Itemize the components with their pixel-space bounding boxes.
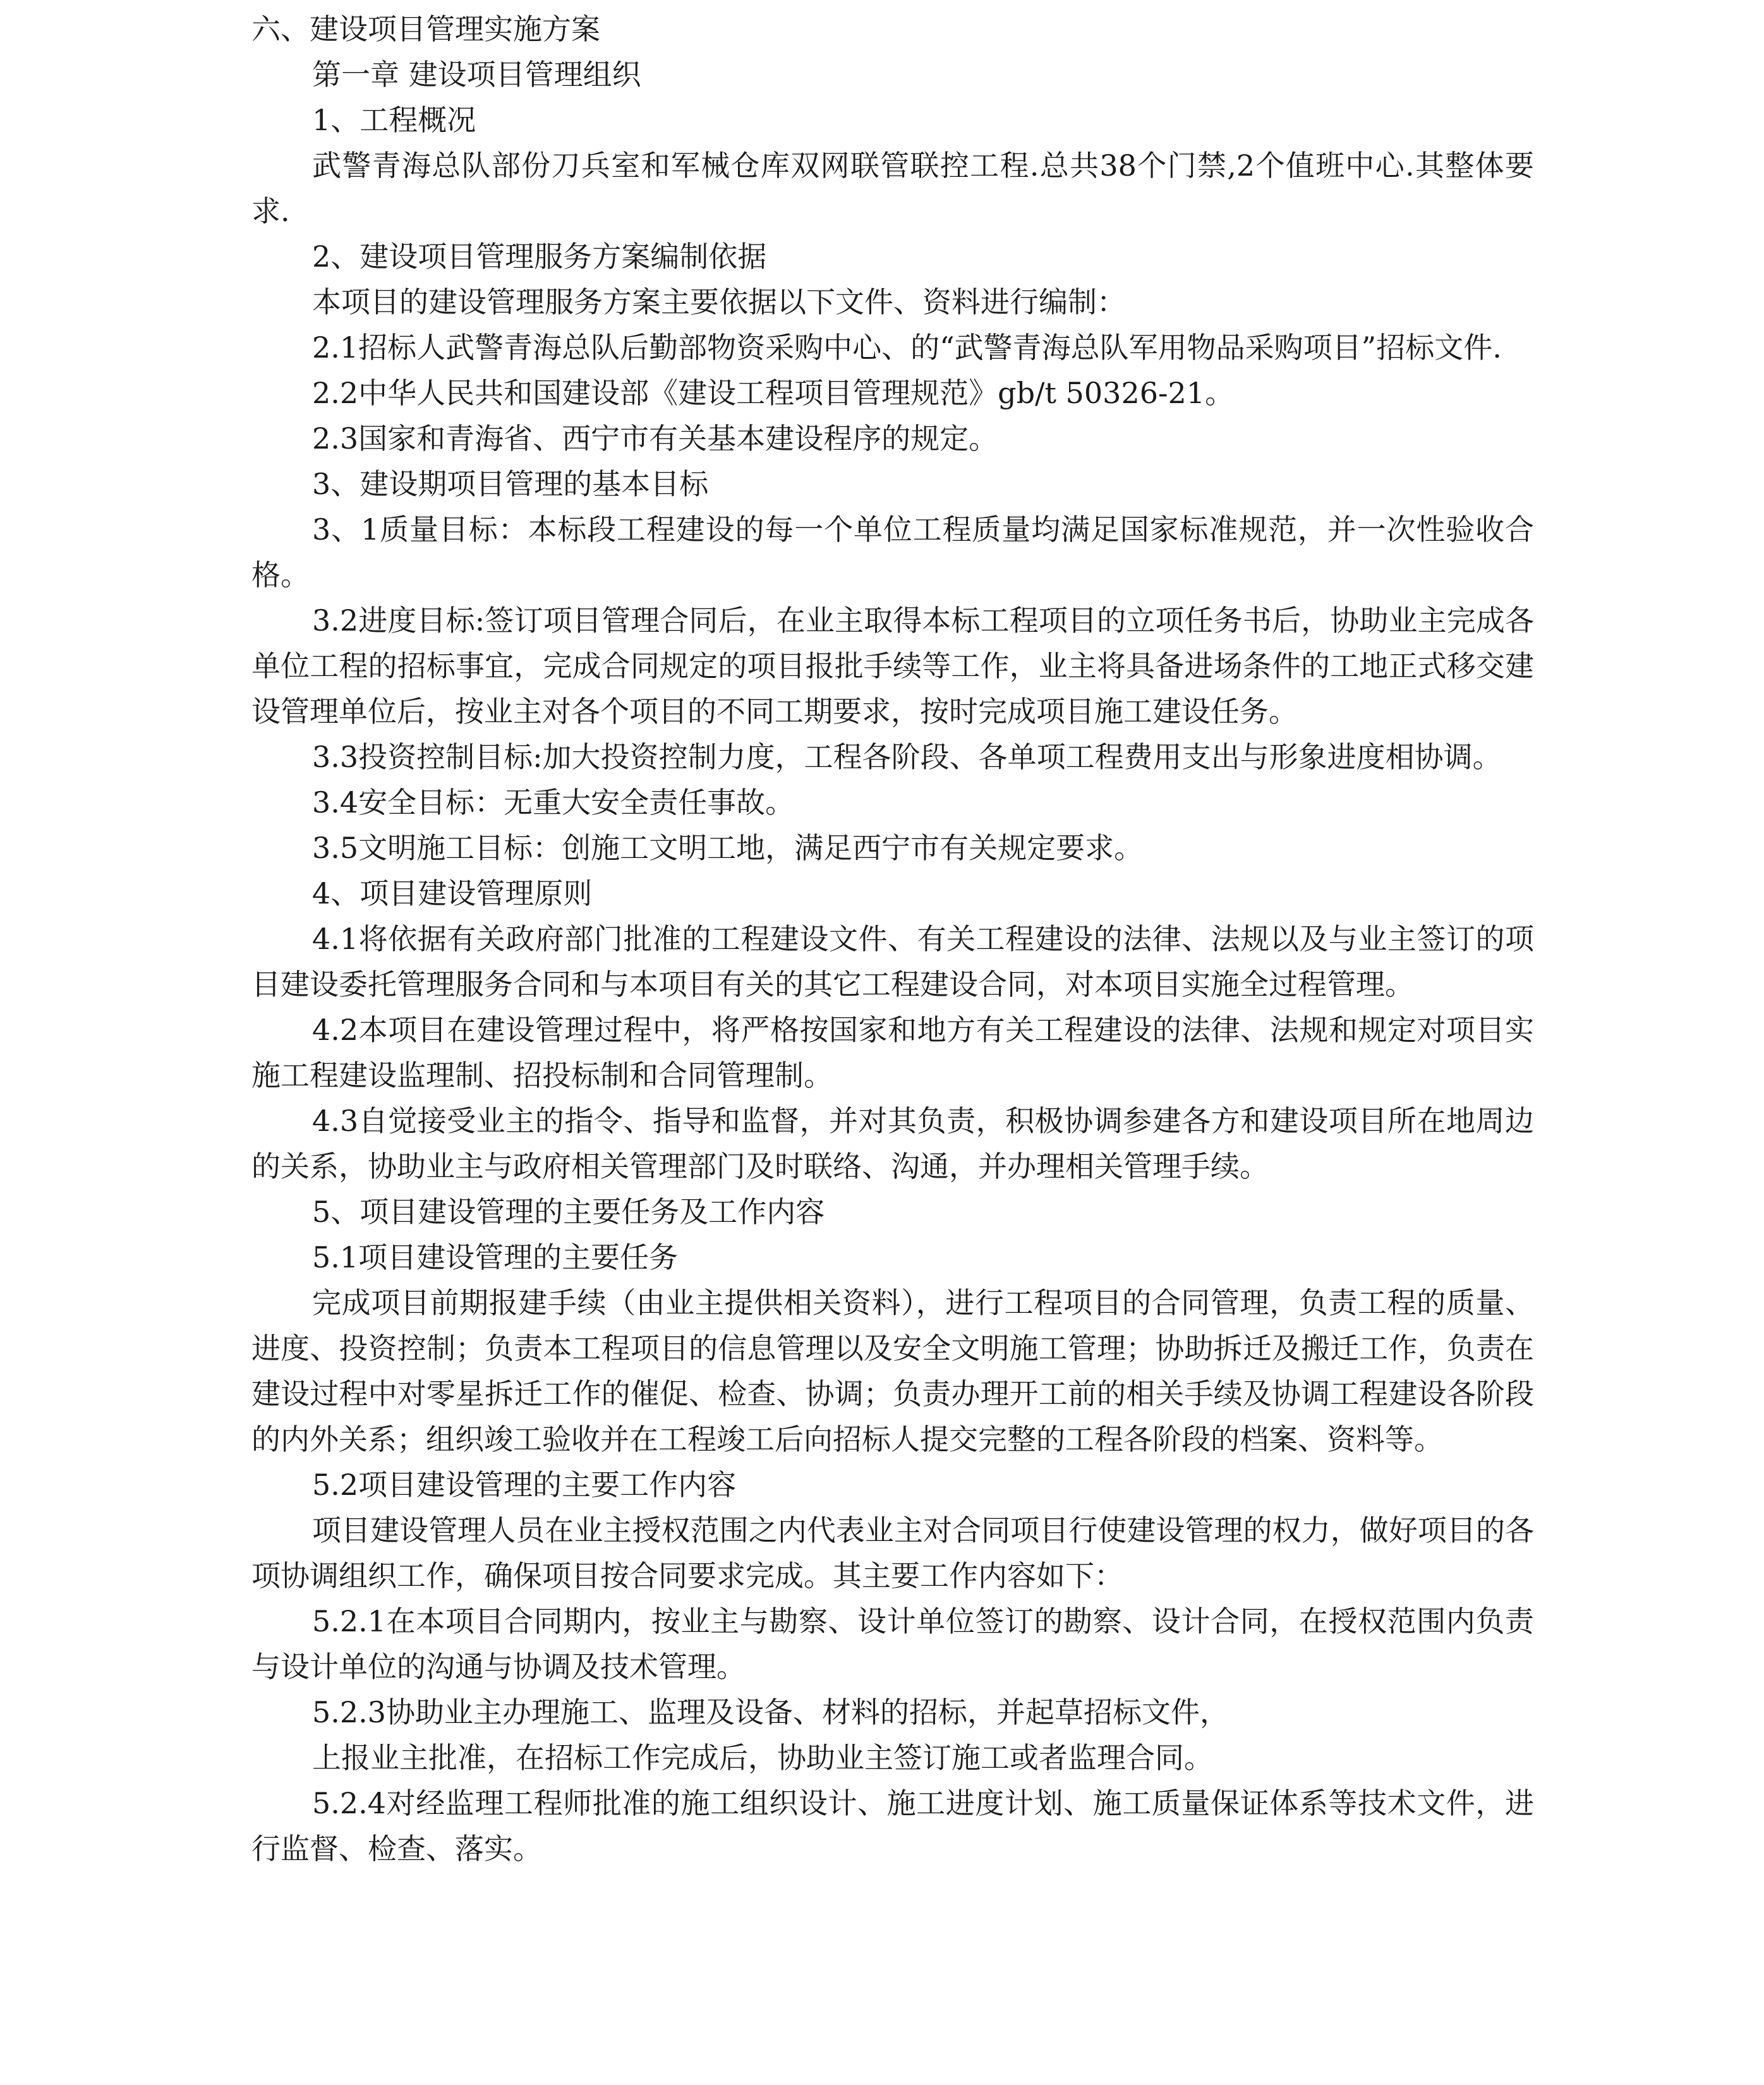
chapter-heading: 第一章 建设项目管理组织 [312, 57, 641, 92]
paragraph: 5.2.1在本项目合同期内，按业主与勘察、设计单位签订的勘察、设计合同，在授权范围内负责与设计单位的沟通与协调及技术管理。 [251, 1604, 1534, 1684]
paragraph: 2.1招标人武警青海总队后勤部物资采购中心、的“武警青海总队军用物品采购项目”招标文件. [312, 330, 1502, 365]
paragraph: 3.3投资控制目标:加大投资控制力度，工程各阶段、各单项工程费用支出与形象进度相协调。 [312, 740, 1502, 774]
paragraph: 3、建设期项目管理的基本目标 [312, 467, 709, 501]
paragraph: 上报业主批准，在招标工作完成后，协助业主签订施工或者监理合同。 [312, 1741, 1213, 1775]
paragraph: 4、项目建设管理原则 [312, 876, 593, 910]
paragraph: 本项目的建设管理服务方案主要依据以下文件、资料进行编制： [312, 285, 1126, 319]
paragraph: 项目建设管理人员在业主授权范围之内代表业主对合同项目行使建设管理的权力，做好项目的各项协调组织工作，确保项目按合同要求完成。其主要工作内容如下： [251, 1513, 1534, 1593]
paragraph: 5.2项目建设管理的主要工作内容 [312, 1468, 737, 1502]
paragraph: 1、工程概况 [312, 103, 476, 137]
paragraph: 3.4安全目标：无重大安全责任事故。 [312, 785, 795, 819]
paragraph: 完成项目前期报建手续（由业主提供相关资料），进行工程项目的合同管理，负责工程的质量、进度、投资控制；负责本工程项目的信息管理以及安全文明施工管理；协助拆迁及搬迁工作，负责在建设过程中对零星拆迁工作的催促、检查、协调；负责办理开工前的相关手续及协调工程建设各阶段的内外关系；组织竣工验收并在工程竣工后向招标人提交完整的工程各阶段的档案、资料等。 [251, 1286, 1534, 1456]
paragraph: 5.2.4对经监理工程师批准的施工组织设计、施工进度计划、施工质量保证体系等技术文件，进行监督、检查、落实。 [251, 1786, 1534, 1866]
paragraph: 4.1将依据有关政府部门批准的工程建设文件、有关工程建设的法律、法规以及与业主签订的项目建设委托管理服务合同和与本项目有关的其它工程建设合同，对本项目实施全过程管理。 [251, 922, 1534, 1001]
paragraph: 3.5文明施工目标：创施工文明工地，满足西宁市有关规定要求。 [312, 831, 1144, 865]
paragraph: 5.2.3协助业主办理施工、监理及设备、材料的招标，并起草招标文件， [312, 1695, 1229, 1729]
paragraph: 3.2进度目标:签订项目管理合同后，在业主取得本标工程项目的立项任务书后，协助业主完成各单位工程的招标事宜，完成合同规定的项目报批手续等工作，业主将具备进场条件的工地正式移交建设管理单位后，按业主对各个项目的不同工期要求，按时完成项目施工建设任务。 [251, 603, 1534, 728]
paragraph: 2.2中华人民共和国建设部《建设工程项目管理规范》gb/t 50326-21。 [312, 376, 1235, 410]
paragraph: 4.2本项目在建设管理过程中，将严格按国家和地方有关工程建设的法律、法规和规定对项目实施工程建设监理制、招投标制和合同管理制。 [251, 1013, 1534, 1092]
section-heading: 六、建设项目管理实施方案 [251, 12, 600, 46]
paragraph: 4.3自觉接受业主的指令、指导和监督，并对其负责，积极协调参建各方和建设项目所在地周边的关系，协助业主与政府相关管理部门及时联络、沟通，并办理相关管理手续。 [251, 1104, 1534, 1183]
paragraph: 5、项目建设管理的主要任务及工作内容 [312, 1195, 825, 1229]
document-body [251, 6, 1534, 1871]
paragraph: 2.3国家和青海省、西宁市有关基本建设程序的规定。 [312, 421, 998, 456]
paragraph: 2、建设项目管理服务方案编制依据 [312, 239, 767, 274]
paragraph: 3、1质量目标：本标段工程建设的每一个单位工程质量均满足国家标准规范，并一次性验收合格。 [251, 512, 1534, 592]
paragraph: 5.1项目建设管理的主要任务 [312, 1240, 679, 1274]
paragraph: 武警青海总队部份刀兵室和军械仓库双网联管联控工程.总共38个门禁,2个值班中心.其整体要求. [251, 148, 1534, 228]
